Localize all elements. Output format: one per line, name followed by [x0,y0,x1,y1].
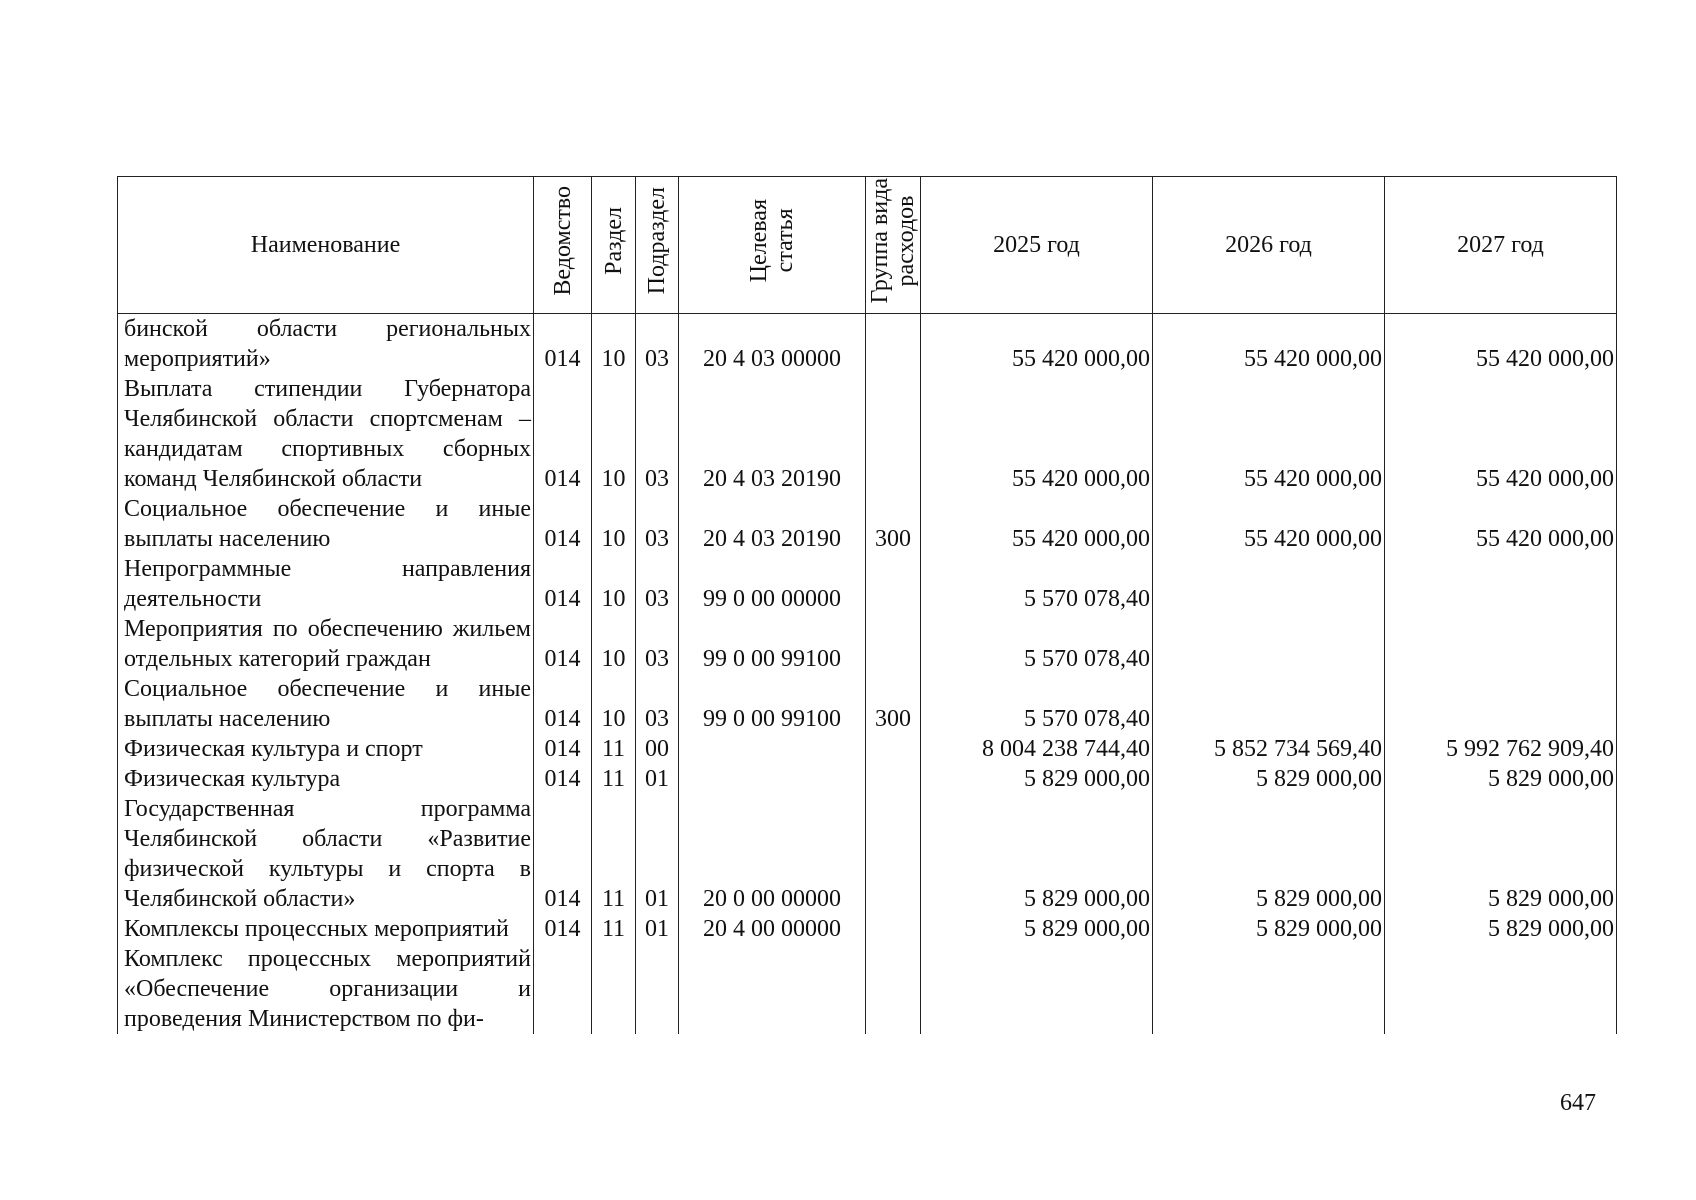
row-podrazdel: 01 [636,764,679,794]
row-podrazdel: 03 [636,374,679,494]
row-vedomstvo: 014 [534,614,592,674]
row-amount-2027 [1385,554,1617,614]
header-vedomstvo: Ведомство [534,177,592,314]
row-vedomstvo: 014 [534,764,592,794]
row-gruppa-vida [866,914,921,944]
row-celevaya-statya: 20 4 03 00000 [679,314,866,375]
row-razdel: 10 [592,374,636,494]
row-amount-2027: 5 829 000,00 [1385,764,1617,794]
table-row [118,764,1617,794]
row-vedomstvo: 014 [534,794,592,914]
row-razdel: 10 [592,674,636,734]
row-amount-2027 [1385,674,1617,734]
table-row [118,674,1617,734]
header-2026: 2026 год [1153,177,1385,314]
row-amount-2025: 5 570 078,40 [921,554,1153,614]
row-vedomstvo [534,944,592,1034]
row-gruppa-vida [866,764,921,794]
row-amount-2027: 5 829 000,00 [1385,914,1617,944]
row-gruppa-vida [866,734,921,764]
page-number: 647 [1560,1090,1596,1116]
row-vedomstvo: 014 [534,494,592,554]
table-row [118,494,1617,554]
row-amount-2025: 8 004 238 744,40 [921,734,1153,764]
row-amount-2025: 5 829 000,00 [921,914,1153,944]
table-row [118,374,1617,494]
row-razdel: 10 [592,494,636,554]
row-amount-2025: 5 570 078,40 [921,674,1153,734]
row-podrazdel: 01 [636,794,679,914]
row-amount-2026: 5 829 000,00 [1153,914,1385,944]
row-vedomstvo: 014 [534,734,592,764]
header-celevaya-statya: Целевая статья [679,177,866,314]
table-row [118,614,1617,674]
row-amount-2026: 55 420 000,00 [1153,314,1385,375]
row-podrazdel: 03 [636,614,679,674]
table-row [118,314,1617,375]
row-amount-2026: 5 852 734 569,40 [1153,734,1385,764]
row-name: Комплекс процессных мероприятий «Обеспечение организации и проведения Министерством по фи- [118,944,534,1034]
row-gruppa-vida [866,314,921,375]
row-name: бинской области региональных мероприятий» [118,314,534,375]
row-amount-2025: 55 420 000,00 [921,314,1153,375]
table-header [118,177,1617,314]
table-row [118,944,1617,1034]
row-celevaya-statya: 20 4 03 20190 [679,374,866,494]
row-amount-2027: 5 829 000,00 [1385,794,1617,914]
row-podrazdel: 03 [636,674,679,734]
row-amount-2025 [921,944,1153,1034]
row-gruppa-vida [866,374,921,494]
row-amount-2026: 5 829 000,00 [1153,764,1385,794]
row-amount-2026: 55 420 000,00 [1153,374,1385,494]
row-razdel: 10 [592,554,636,614]
row-gruppa-vida: 300 [866,674,921,734]
header-razdel: Раздел [592,177,636,314]
row-gruppa-vida: 300 [866,494,921,554]
row-podrazdel: 00 [636,734,679,764]
row-celevaya-statya: 20 0 00 00000 [679,794,866,914]
row-amount-2027: 5 992 762 909,40 [1385,734,1617,764]
row-podrazdel: 03 [636,314,679,375]
row-razdel: 10 [592,314,636,375]
row-celevaya-statya: 20 4 03 20190 [679,494,866,554]
row-podrazdel: 03 [636,554,679,614]
header-2027: 2027 год [1385,177,1617,314]
row-razdel: 11 [592,734,636,764]
budget-table [117,176,1617,1034]
row-name: Мероприятия по обеспечению жильем отдельных категорий граждан [118,614,534,674]
row-amount-2027 [1385,944,1617,1034]
row-amount-2025: 5 829 000,00 [921,794,1153,914]
row-amount-2025: 5 570 078,40 [921,614,1153,674]
header-name: Наименование [118,177,534,314]
row-name: Физическая культура и спорт [118,734,534,764]
row-razdel: 10 [592,614,636,674]
row-razdel [592,944,636,1034]
row-celevaya-statya [679,734,866,764]
row-name: Социальное обеспечение и иные выплаты населению [118,494,534,554]
row-razdel: 11 [592,914,636,944]
row-vedomstvo: 014 [534,914,592,944]
table-body [118,314,1617,1035]
row-amount-2026: 5 829 000,00 [1153,794,1385,914]
table-row [118,554,1617,614]
row-celevaya-statya [679,944,866,1034]
row-amount-2027: 55 420 000,00 [1385,314,1617,375]
table-row [118,734,1617,764]
row-celevaya-statya: 20 4 00 00000 [679,914,866,944]
row-razdel: 11 [592,764,636,794]
row-podrazdel: 01 [636,914,679,944]
header-2025: 2025 год [921,177,1153,314]
row-celevaya-statya [679,764,866,794]
row-gruppa-vida [866,794,921,914]
row-amount-2027 [1385,614,1617,674]
row-celevaya-statya: 99 0 00 99100 [679,674,866,734]
row-vedomstvo: 014 [534,374,592,494]
row-celevaya-statya: 99 0 00 00000 [679,554,866,614]
row-amount-2026 [1153,944,1385,1034]
row-vedomstvo: 014 [534,554,592,614]
row-amount-2025: 5 829 000,00 [921,764,1153,794]
row-gruppa-vida [866,944,921,1034]
header-gruppa-vida-rashodov: Группа вида расходов [866,177,921,314]
row-name: Социальное обеспечение и иные выплаты населению [118,674,534,734]
row-amount-2026 [1153,674,1385,734]
row-razdel: 11 [592,794,636,914]
table-row [118,914,1617,944]
row-name: Государственная программа Челябинской области «Развитие физической культуры и спорта в Челябинской области» [118,794,534,914]
row-name: Комплексы процессных мероприятий [118,914,534,944]
row-amount-2026: 55 420 000,00 [1153,494,1385,554]
row-podrazdel: 03 [636,494,679,554]
row-name: Физическая культура [118,764,534,794]
row-amount-2025: 55 420 000,00 [921,374,1153,494]
row-amount-2027: 55 420 000,00 [1385,374,1617,494]
header-podrazdel: Подраздел [636,177,679,314]
row-amount-2026 [1153,554,1385,614]
row-celevaya-statya: 99 0 00 99100 [679,614,866,674]
row-amount-2027: 55 420 000,00 [1385,494,1617,554]
row-name: Выплата стипендии Губернатора Челябинской области спортсменам – кандидатам спортивных сборных команд Челябинской области [118,374,534,494]
row-gruppa-vida [866,614,921,674]
table-row [118,794,1617,914]
row-vedomstvo: 014 [534,674,592,734]
row-amount-2025: 55 420 000,00 [921,494,1153,554]
row-vedomstvo: 014 [534,314,592,375]
row-gruppa-vida [866,554,921,614]
row-name: Непрограммные направления деятельности [118,554,534,614]
row-amount-2026 [1153,614,1385,674]
row-podrazdel [636,944,679,1034]
